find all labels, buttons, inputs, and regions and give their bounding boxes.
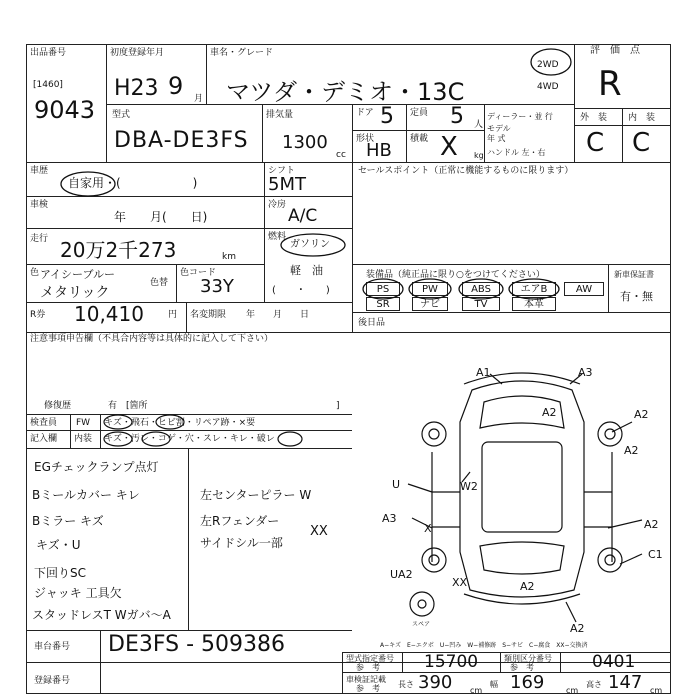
type-number-label: 型式指定番号 [346,654,394,663]
inspector-row2: キズ・汚レ・コゲ・穴・スレ・キレ・破レ [104,434,275,444]
gasoline-circle [278,230,348,258]
repair-history-label: 修復歴 [44,401,72,411]
model-label: 型式 [112,110,131,120]
damage-mark: X [424,522,432,535]
history-label: 車歴 [30,166,49,176]
divider [352,312,671,313]
notes-label: 注意事項申告欄（不具合内容等は具体的に記入して下さい） [30,334,274,344]
displacement-unit: cc [336,150,346,160]
remark-left-5: ジャッキ 工具欠 [34,586,122,600]
recycle-value: 10,410 [74,302,144,326]
chassis-label: 車台番号 [34,642,71,652]
damage-mark: A2 [624,444,639,457]
type-number-value: 15700 [424,652,479,672]
damage-mark: XX [452,576,468,589]
divider [352,130,484,131]
equip-leather: 本革 [512,297,556,311]
damage-mark: A2 [542,406,557,419]
remark-left-0: EGチェックランプ点灯 [34,460,159,474]
score-value: R [598,64,622,104]
inspector-row1-head: FW [76,418,91,428]
remark-right-0: 左センターピラー W [200,488,312,502]
repair-history-end: ] [336,401,340,411]
dealer-label: ディーラー・並 行 [487,112,553,121]
divider [262,104,263,162]
remark-left-1: Bミールカバー キレ [32,488,140,502]
shape-label: 形状 [356,134,375,144]
load-label: 積載 [410,134,429,144]
shift-label: シフト [268,166,296,176]
model-year-sub: 年 式 [487,134,506,143]
damage-mark: UA2 [390,568,413,581]
ac-label: 冷房 [268,200,287,210]
divider [26,630,352,631]
repair-history-value: 有 [箇所 [108,401,148,411]
transfer-label: 名変期限 [190,310,227,320]
divider [100,630,101,694]
divider [352,104,353,162]
displacement-value: 1300 [282,132,328,153]
damage-mark: A2 [570,622,585,632]
length-unit: cm [470,686,483,695]
chassis-value: DE3FS - 509386 [108,632,285,657]
displacement-label: 排気量 [266,110,294,120]
inspector-circles [100,412,360,452]
mileage-value: 20万2千273 [60,238,177,262]
divider [406,104,407,162]
shape-value: HB [366,140,392,161]
first-registration-label: 初度登録年月 [110,48,165,58]
ac-value: A/C [288,206,318,226]
equip-sr: SR [366,297,400,311]
drive-2wd-circle [528,42,574,76]
load-value: X [440,132,458,162]
damage-mark: A3 [382,512,397,525]
width-label: 幅 [490,680,498,689]
spare-label: スペア [412,621,431,628]
doors-value: 5 [380,104,394,129]
car-damage-diagram [352,332,671,632]
divider [26,228,264,229]
fuel-value: ガソリン [290,239,330,250]
lot-small-number: [1460] [33,80,63,90]
exterior-value: C [586,128,605,158]
aftermarket-label: 後日品 [358,318,386,328]
private-use-circle [58,168,118,198]
damage-mark: A1 [476,366,491,379]
capacity-label: 定員 [410,108,429,118]
damage-mark: A2 [644,518,659,531]
color-change-label: 色替 [150,278,169,288]
height-label: 高さ [586,680,602,689]
remark-left-4: 下回りSC [34,566,86,580]
inspector-row1: キズ・飛石・ヒビ割・リペア跡・×要 [104,418,256,428]
color-code-value: 33Y [200,276,234,297]
drive-2wd: 2WD [537,60,559,70]
equip-abs: ABS [462,282,500,296]
car-name-label: 車名・グレード [210,48,274,58]
lot-number-label: 出品番号 [30,48,67,58]
equip-airbag: エアB [512,282,556,296]
divider [500,652,501,672]
category-sub: 参 考 [510,663,534,672]
first-registration-year: H23 [114,76,159,101]
divider [352,264,671,265]
handle-label: ハンドル 左・右 [487,148,546,157]
divider [264,196,352,197]
dimensions-label: 車検証記載 [346,675,386,684]
capacity-unit: 人 [474,120,484,130]
score-label: 評 価 点 [590,45,640,56]
divider [264,162,265,302]
divider [206,44,207,104]
remark-left-2: Bミラー キズ [32,514,104,528]
history-value: 自家用・( ) [68,176,198,190]
divider [342,652,343,694]
fuel-label: 燃料 [268,232,287,242]
remark-left-6: スタッドレスT Wガバ〜A [32,608,171,622]
height-unit: cm [650,686,663,695]
load-unit: kg [474,151,484,160]
divider [106,44,107,162]
equipment-label: 装備品（純正品に限り○をつけてください） [366,270,545,280]
damage-mark: A2 [634,408,649,421]
car-name-grade: マツダ・デミオ・13C [226,78,465,106]
model-value: DBA-DE3FS [114,128,249,153]
dimensions-sub: 参 考 [356,684,380,693]
drive-4wd: 4WD [537,82,559,92]
inspector-label-2: 記入欄 [30,434,58,444]
color-value-2: メタリック [40,285,110,301]
category-label: 類別区分番号 [504,654,552,663]
remark-left-3: キズ・U [36,538,81,552]
interior-value: C [632,128,651,158]
model-year-label: モデル [487,124,511,133]
length-label: 長さ [398,680,414,689]
lot-number: 9043 [34,96,96,124]
interior-label: 内 装 [628,113,656,123]
remark-right-3: XX [310,524,328,539]
exterior-label: 外 装 [580,113,608,123]
damage-mark: W2 [460,480,478,493]
warranty-value: 有・無 [620,290,653,303]
inspector-label-1: 検査員 [30,418,58,428]
remark-right-1: 左Rフェンダー [200,514,280,528]
first-registration-month: 9 [168,72,184,100]
divider [574,125,671,126]
category-value: 0401 [592,652,636,672]
doors-label: ドア [356,108,374,118]
divider [264,228,352,229]
type-number-sub: 参 考 [356,663,380,672]
divider [484,104,485,162]
width-unit: cm [566,686,579,695]
capacity-value: 5 [450,104,464,129]
inspection-label: 車検 [30,200,49,210]
damage-mark: A3 [578,366,593,379]
equip-ps: PS [366,282,400,296]
divider [188,448,189,630]
new-car-warranty-label: 新車保証書 [614,270,654,279]
divider [352,162,353,332]
divider [574,44,575,162]
divider [186,302,187,332]
month-unit: 月 [194,94,204,104]
equip-navi: ナビ [412,297,448,311]
divider [402,652,403,672]
recycle-label: R券 [30,310,46,320]
inspection-value: 年 月( 日) [114,210,208,224]
mileage-label: 走行 [30,234,49,244]
color-label: 色 [30,268,40,278]
divider [176,264,177,302]
remark-right-2: サイドシル一部 [200,536,283,550]
damage-legend: A−キズ E−エクボ U−凹み W−補修跡 S−サビ C−腐食 XX−交換済 [380,642,588,649]
transfer-value: 年 月 日 [246,310,310,320]
height-value: 147 [608,672,643,693]
equip-tv: TV [462,297,500,311]
divider [560,652,561,672]
divider [622,108,623,162]
width-value: 169 [510,672,545,693]
damage-mark: C1 [648,548,663,561]
divider [26,162,671,163]
inspector-row2-head: 内装 [74,434,93,444]
registration-label: 登録番号 [34,676,71,686]
mileage-unit: km [222,252,236,262]
equip-pw: PW [412,282,448,296]
color-code-label: 色コード [180,268,217,278]
sales-point-label: セールスポイント（正常に機能するものに限ります） [358,166,574,176]
length-value: 390 [418,672,453,693]
equip-aw: AW [564,282,604,296]
damage-mark: U [392,478,401,491]
damage-mark: A2 [520,580,535,593]
shift-value: 5MT [268,174,306,195]
divider [70,414,71,448]
color-value: アイシーブルー [40,268,116,281]
divider [608,264,609,312]
fuel-alt: 軽 油 [290,264,323,277]
divider [26,264,264,265]
recycle-unit: 円 [168,310,178,320]
equipment-circles [360,276,570,302]
fuel-paren: ( ・ ) [272,285,330,296]
